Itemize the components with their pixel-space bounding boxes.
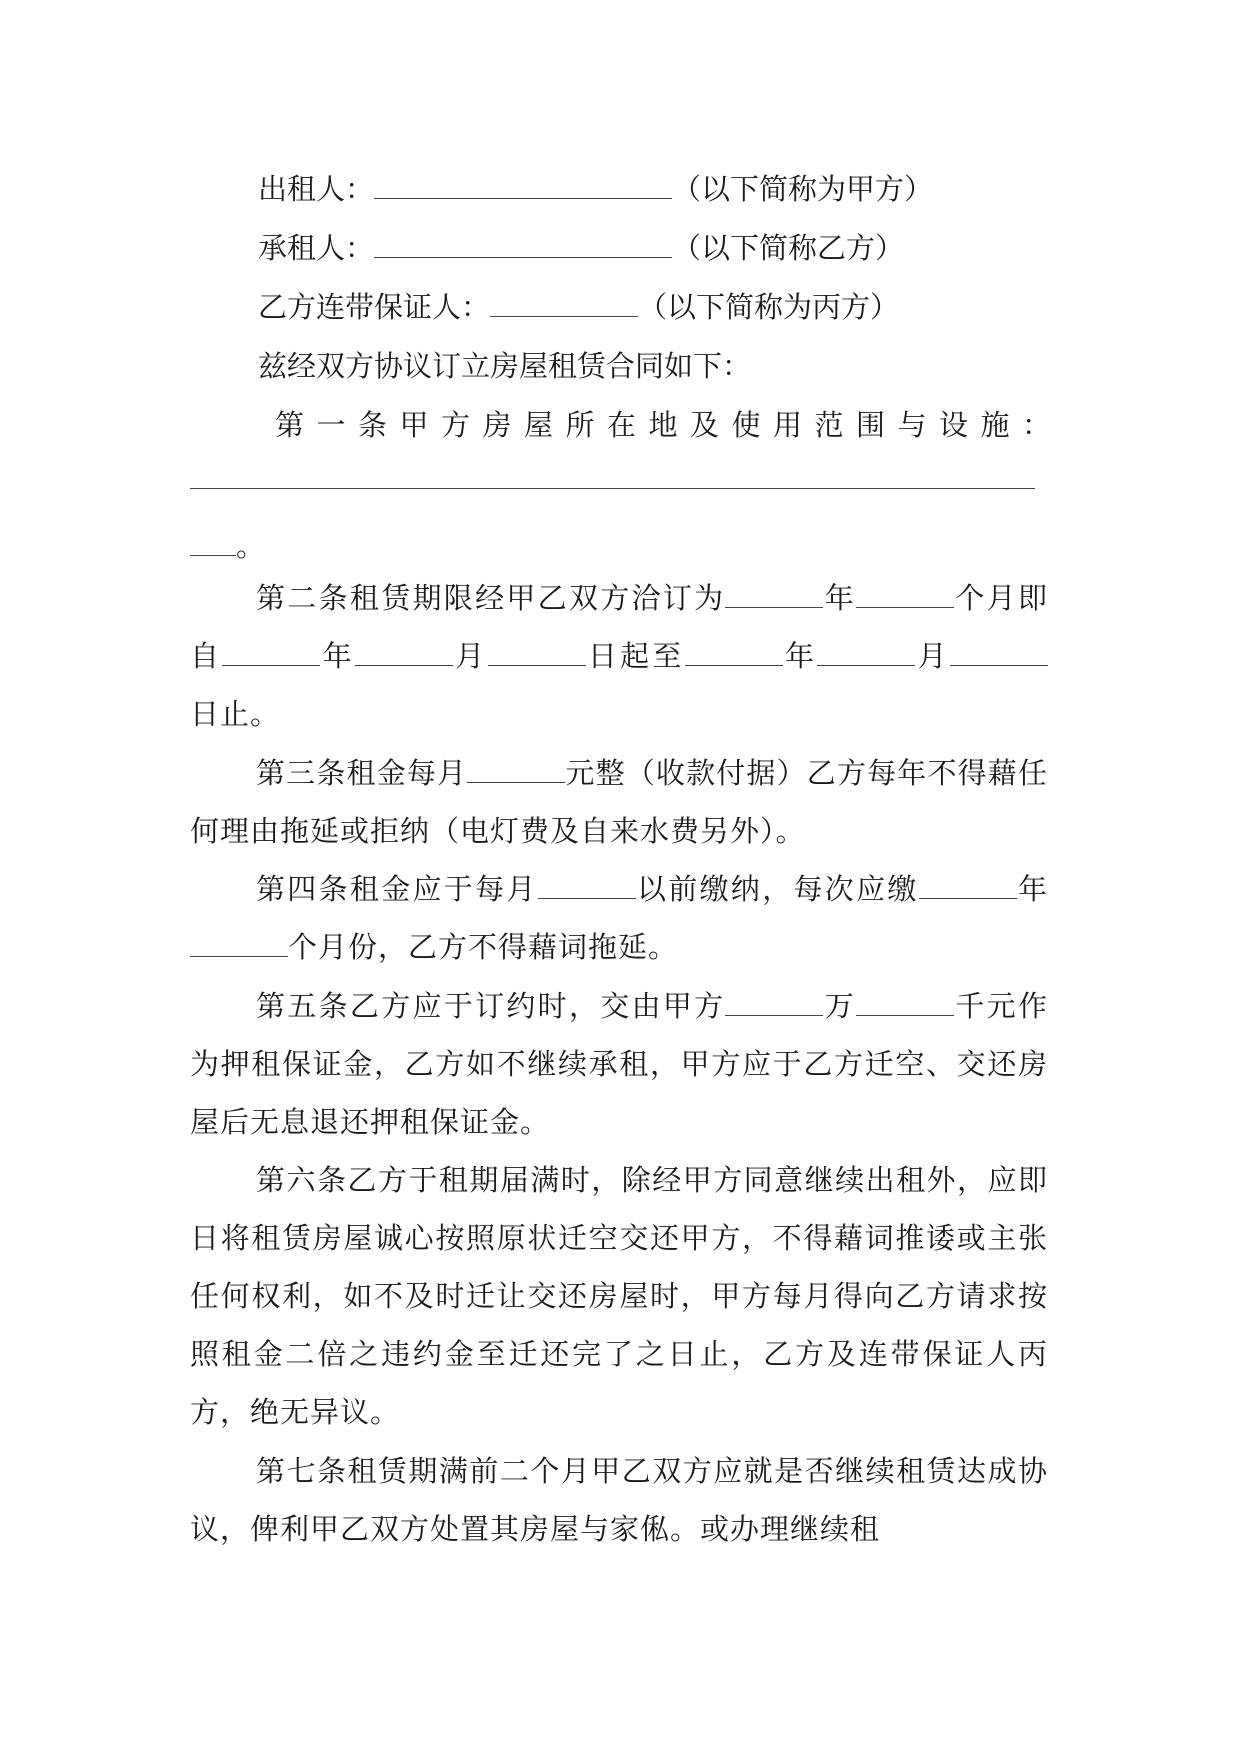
article-3-text: 元整（收款付据）乙方每年不得藉任何理由拖延或拒纳（电灯费及自来水费另外）。 (190, 756, 1048, 848)
article-1-tail (190, 525, 265, 566)
guarantor-blank[interactable] (490, 286, 638, 317)
lessor-line (258, 168, 933, 209)
article-3-text: 第三条租金每月 (256, 756, 468, 790)
lessee-blank[interactable] (374, 227, 672, 258)
article-2-text: 第二条租赁期限经甲乙双方洽订为 (256, 581, 726, 615)
article-2 (190, 569, 1048, 743)
article-5 (190, 977, 1048, 1151)
article-2-text: 日起至 (585, 639, 685, 673)
article-2-blank-end-month[interactable] (817, 635, 915, 666)
lessee-label: 承租人： (258, 231, 375, 265)
article-6: 第六条乙方于租期届满时，除经甲方同意继续出租外，应即日将租赁房屋诚心按照原状迁空交还甲方，不得藉词推诿或主张任何权利，如不及时迁让交还房屋时，甲方每月得向乙方请求按照租金二倍之违约金至迁还完了之日止，乙方及连带保证人丙方，绝无异议。 (190, 1163, 1048, 1429)
article-4-text: 年 (1016, 872, 1048, 906)
guarantor-label: 乙方连带保证人： (258, 290, 491, 324)
article-1-period: 。 (236, 529, 266, 563)
article-5-blank-thousand[interactable] (856, 985, 954, 1016)
lessee-line (258, 227, 904, 268)
article-2-text: 个月即自 (190, 581, 1048, 673)
lessor-suffix: （以下简称为甲方） (672, 172, 934, 206)
article-5-text: 千元作为押租保证金，乙方如不继续承租，甲方应于乙方迁空、交还房屋后无息退还押租保证金。 (190, 989, 1048, 1139)
intro-text: 兹经双方协议订立房屋租赁合同如下： (258, 349, 752, 383)
article-2-blank-months[interactable] (856, 577, 954, 608)
article-1-blank-line[interactable] (190, 488, 1035, 489)
article-2-text: 年 (320, 639, 355, 673)
article-2-blank-end-year[interactable] (685, 635, 783, 666)
guarantor-suffix: （以下简称为丙方） (638, 290, 900, 324)
article-2-blank-years[interactable] (725, 577, 823, 608)
guarantor-line (258, 286, 899, 327)
article-4-blank-months[interactable] (190, 926, 288, 957)
article-2-text: 日止。 (190, 697, 281, 731)
article-2-blank-start-year[interactable] (222, 635, 320, 666)
article-2-blank-start-month[interactable] (355, 635, 453, 666)
article-3 (190, 744, 1048, 860)
article-3-blank-rent[interactable] (467, 752, 565, 783)
article-4 (190, 860, 1048, 976)
article-5-text: 万 (823, 989, 857, 1023)
lessee-suffix: （以下简称乙方） (672, 231, 905, 265)
article-2-blank-end-day[interactable] (950, 635, 1048, 666)
article-2-text: 年 (823, 581, 857, 615)
lessor-label: 出租人： (258, 172, 375, 206)
article-5-blank-ten-thousand[interactable] (725, 985, 823, 1016)
article-4-blank-years[interactable] (919, 868, 1017, 899)
article-4-blank-due-day[interactable] (538, 868, 636, 899)
lessor-blank[interactable] (374, 168, 672, 199)
article-2-text: 月 (915, 639, 950, 673)
article-4-text: 个月份，乙方不得藉词拖延。 (288, 930, 679, 964)
article-2-text: 月 (452, 639, 488, 673)
article-5-text: 第五条乙方应于订约时，交由甲方 (256, 989, 726, 1023)
article-2-blank-start-day[interactable] (488, 635, 586, 666)
article-1-heading: 第一条甲方房屋所在地及使用范围与设施： (275, 408, 1064, 442)
article-2-text: 年 (782, 639, 818, 673)
article-4-text: 第四条租金应于每月 (256, 872, 538, 906)
article-7: 第七条租赁期满前二个月甲乙双方应就是否继续租赁达成协议，俾利甲乙双方处置其房屋与家俬。或办理继续租 (190, 1454, 1048, 1546)
article-4-text: 以前缴纳，每次应缴 (635, 872, 919, 906)
article-1-blank-end[interactable] (190, 525, 236, 556)
